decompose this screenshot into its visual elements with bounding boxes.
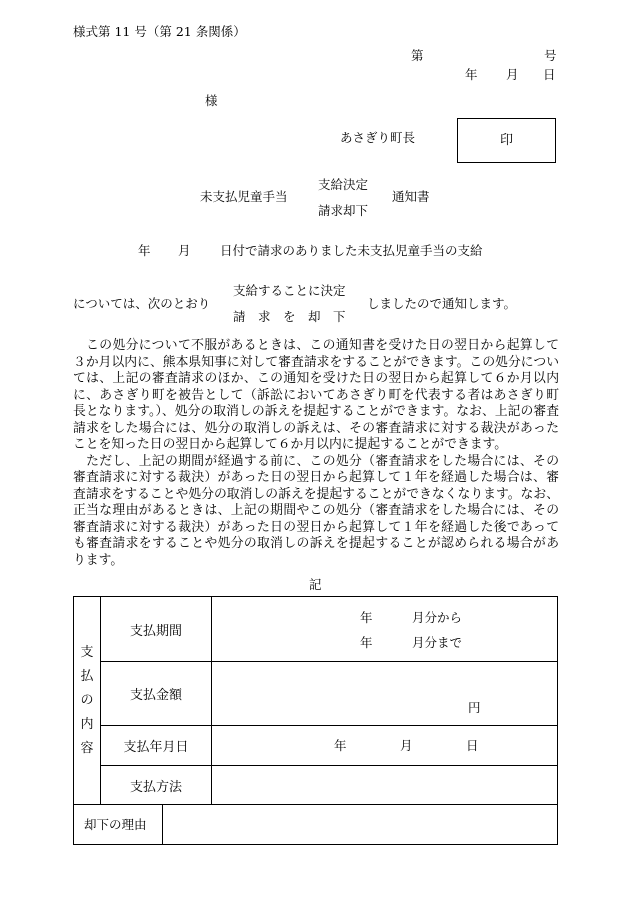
title-right: 通知書	[392, 189, 430, 204]
seal-box: 印	[457, 118, 556, 163]
date-year: 年	[465, 67, 478, 82]
appeal-paragraph-2: ただし、上記の期間が経過する前に、この処分（審査請求をした場合には、その審査請求に対する裁決）があった日の翌日から起算して１年を経過した場合は、審査請求をすることや処分の取消しの訴えを提起することができなくなります。なお、正当な理由があるときは、上記の期間やこの処分（審査請求をした場合には、その審査請求に対する裁決）があった日の翌日から起算して１年を経過した後であっても審査請求をすることや処分の取消しの訴えを提起することが認められる場合があります。	[73, 453, 559, 568]
payment-date-year: 年	[334, 737, 347, 753]
amount-value[interactable]	[212, 662, 558, 726]
number-go: 号	[544, 48, 557, 63]
line2-option-reject: 請 求 を 却 下	[233, 309, 346, 324]
reject-reason-row	[74, 805, 558, 845]
period-from-month: 月分から	[412, 610, 463, 625]
payment-date-month: 月	[400, 737, 413, 753]
period-value[interactable]	[212, 597, 558, 662]
date-month: 月	[506, 67, 519, 82]
addressee-sama: 様	[205, 93, 218, 108]
form-number: 様式第 11 号（第 21 条関係）	[73, 24, 246, 39]
appeal-paragraph-1: この処分について不服があるときは、この通知書を受けた日の翌日から起算して３か月以内に、熊本県知事に対して審査請求をすることができます。この処分については、上記の審査請求のほか、この通知を受けた日の翌日から起算して６か月以内に、あさぎり町を被告として（訴訟においてあさぎり町を代表する者はあさぎり町長となります。）、処分の取消しの訴えを提起することができます。なお、上記の審査請求をした場合には、処分の取消しの訴えは、その審査請求に対する裁決があったことを知った日の翌日から起算して６か月以内に提起することができます。	[73, 338, 559, 452]
line2-option-approve: 支給することに決定	[233, 283, 346, 298]
group-char: 支	[80, 644, 94, 660]
reject-divider	[162, 805, 163, 845]
group-char: の	[80, 692, 94, 708]
title-left: 未支払児童手当	[200, 189, 288, 204]
line1-text: 日付で請求のありました未支払児童手当の支給	[220, 243, 483, 258]
group-char: 払	[80, 668, 94, 684]
period-label: 支払期間	[101, 597, 212, 662]
group-char: 内	[80, 716, 94, 732]
date-day: 日	[543, 67, 556, 82]
reject-reason-value[interactable]	[164, 806, 557, 844]
amount-unit: 円	[468, 699, 481, 715]
appeal-notice	[73, 338, 559, 569]
line1-year: 年	[138, 243, 151, 258]
number-dai: 第	[411, 48, 424, 63]
sender-name: あさぎり町長	[340, 130, 416, 145]
period-to-year: 年	[360, 635, 373, 650]
ki-heading: 記	[309, 577, 322, 592]
payment-date-label: 支払年月日	[101, 726, 212, 766]
line1-month: 月	[178, 243, 191, 258]
payment-table	[73, 596, 558, 845]
payment-method-value[interactable]	[212, 766, 558, 805]
period-to-month: 月分まで	[412, 635, 463, 650]
payment-date-day: 日	[466, 737, 479, 753]
group-char: 容	[80, 740, 94, 756]
reject-reason-label: 却下の理由	[84, 816, 147, 832]
title-option-reject: 請求却下	[318, 203, 369, 218]
payment-method-label: 支払方法	[101, 766, 212, 805]
payment-contents-label	[74, 597, 101, 805]
line2-right: しましたので通知します。	[367, 296, 517, 311]
period-from-year: 年	[360, 610, 373, 625]
payment-date-value[interactable]	[212, 726, 558, 766]
line2-left: については、次のとおり	[73, 296, 211, 311]
amount-label: 支払金額	[101, 662, 212, 726]
title-option-approve: 支給決定	[318, 177, 369, 192]
